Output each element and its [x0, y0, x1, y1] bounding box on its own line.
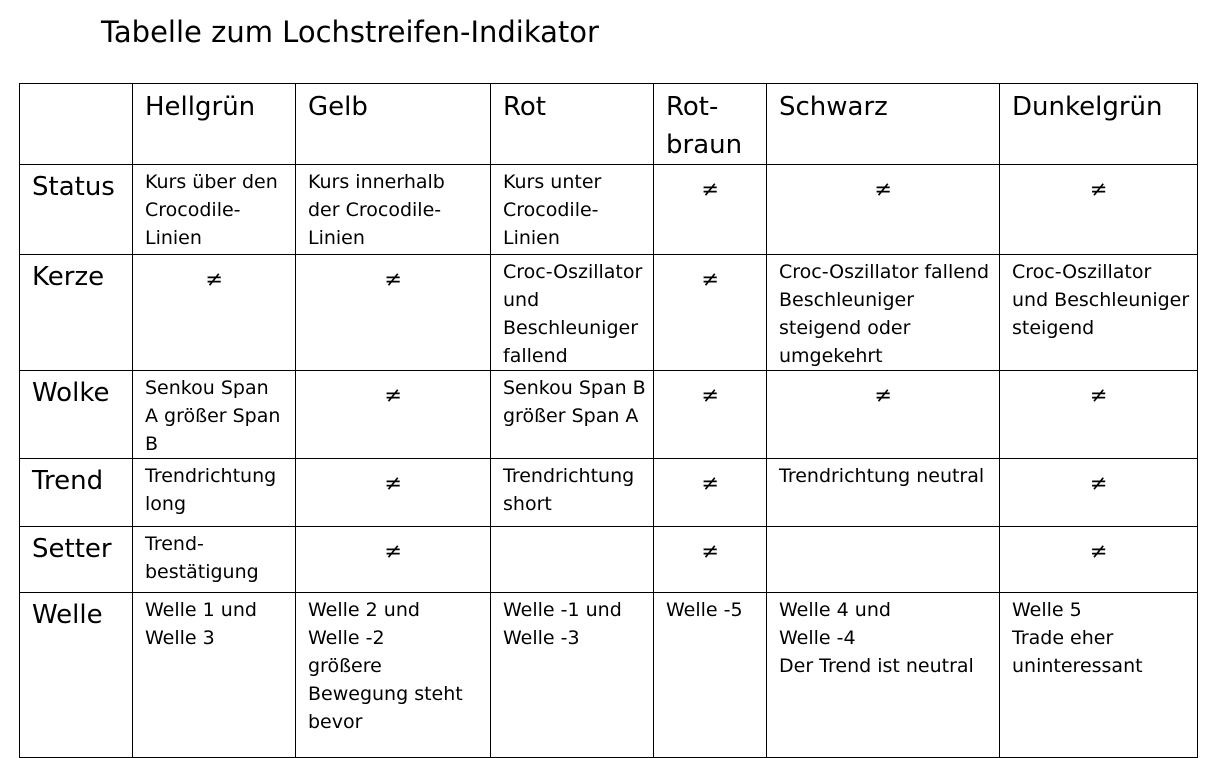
- not-equal-cell: ≠: [654, 165, 767, 255]
- cell-text-line: Senkou Span: [145, 377, 269, 399]
- table-row: [20, 371, 1198, 459]
- row-label: Status: [20, 165, 133, 255]
- text-cell: [491, 165, 654, 255]
- cell-text-line: Linien: [308, 227, 365, 249]
- cell-text-line: long: [145, 493, 187, 515]
- row-label: Welle: [20, 593, 133, 758]
- cell-text-line: Welle -1 und: [503, 599, 622, 621]
- cell-text-line: bevor: [308, 711, 363, 733]
- table-row: [20, 255, 1198, 371]
- cell-text-line: Croc-Oszillator: [1012, 261, 1152, 283]
- not-equal-cell: ≠: [296, 255, 491, 371]
- text-cell: [491, 459, 654, 527]
- not-equal-cell: ≠: [1000, 371, 1198, 459]
- header-gelb: Gelb: [296, 84, 491, 165]
- cell-text-line: Linien: [145, 227, 202, 249]
- cell-text-line: Trade eher: [1012, 627, 1114, 649]
- text-cell: [296, 165, 491, 255]
- text-cell: [296, 593, 491, 758]
- empty-cell: [767, 527, 1000, 593]
- header-rotbraun-line: Rot-: [666, 92, 719, 122]
- not-equal-cell: ≠: [1000, 165, 1198, 255]
- not-equal-cell: ≠: [1000, 527, 1198, 593]
- cell-text-line: größer Span A: [503, 405, 639, 427]
- page-title: Tabelle zum Lochstreifen-Indikator: [101, 15, 599, 49]
- cell-text-line: Trend-: [145, 533, 204, 555]
- cell-text-line: B: [145, 433, 159, 455]
- cell-text-line: Welle -2: [308, 627, 385, 649]
- not-equal-cell: ≠: [296, 371, 491, 459]
- cell-text-line: und Beschleuniger: [1012, 289, 1190, 311]
- cell-text-line: Beschleuniger: [503, 317, 639, 339]
- table-row: [20, 459, 1198, 527]
- header-row: [20, 84, 1198, 165]
- cell-text-line: fallend: [503, 345, 568, 367]
- cell-text-line: Trendrichtung: [503, 465, 635, 487]
- text-cell: [654, 593, 767, 758]
- cell-text-line: Welle 1 und: [145, 599, 257, 621]
- text-cell: [133, 593, 296, 758]
- cell-text-line: Bewegung steht: [308, 683, 463, 705]
- cell-text-line: A größer Span: [145, 405, 281, 427]
- not-equal-cell: ≠: [654, 371, 767, 459]
- cell-text-line: Trendrichtung: [145, 465, 277, 487]
- not-equal-cell: ≠: [1000, 459, 1198, 527]
- cell-text-line: Kurs innerhalb: [308, 171, 445, 193]
- text-cell: [491, 371, 654, 459]
- text-cell: [133, 527, 296, 593]
- header-schwarz: Schwarz: [767, 84, 1000, 165]
- cell-text-line: Kurs über den: [145, 171, 278, 193]
- cell-text-line: bestätigung: [145, 561, 259, 583]
- cell-text-line: Welle -4: [779, 627, 856, 649]
- not-equal-cell: ≠: [296, 527, 491, 593]
- cell-text-line: Beschleuniger: [779, 289, 915, 311]
- cell-text-line: Welle 5: [1012, 599, 1082, 621]
- cell-text-line: Senkou Span B: [503, 377, 646, 399]
- cell-text-line: short: [503, 493, 552, 515]
- text-cell: [133, 459, 296, 527]
- table-row: [20, 527, 1198, 593]
- cell-text-line: und: [503, 289, 540, 311]
- row-label: Wolke: [20, 371, 133, 459]
- cell-text-line: Linien: [503, 227, 560, 249]
- cell-text-line: Welle -3: [503, 627, 580, 649]
- header-rot: Rot: [491, 84, 654, 165]
- indicator-table: [19, 83, 1198, 758]
- cell-text-line: steigend: [1012, 317, 1095, 339]
- cell-text-line: Welle 4 und: [779, 599, 891, 621]
- empty-cell: [491, 527, 654, 593]
- text-cell: [133, 165, 296, 255]
- not-equal-cell: ≠: [767, 165, 1000, 255]
- cell-text-line: umgekehrt: [779, 345, 883, 367]
- cell-text-line: der Crocodile-: [308, 199, 442, 221]
- cell-text-line: Croc-Oszillator: [503, 261, 643, 283]
- cell-text-line: Trendrichtung neutral: [779, 465, 985, 487]
- table-row: [20, 593, 1198, 758]
- text-cell: [491, 255, 654, 371]
- text-cell: [767, 459, 1000, 527]
- text-cell: [491, 593, 654, 758]
- cell-text-line: Welle 2 und: [308, 599, 420, 621]
- text-cell: [133, 371, 296, 459]
- header-rotbraun-line: braun: [666, 130, 743, 160]
- not-equal-cell: ≠: [296, 459, 491, 527]
- cell-text-line: uninteressant: [1012, 655, 1143, 677]
- cell-text-line: Crocodile-: [503, 199, 599, 221]
- not-equal-cell: ≠: [654, 459, 767, 527]
- cell-text-line: Welle 3: [145, 627, 215, 649]
- cell-text-line: steigend oder: [779, 317, 911, 339]
- not-equal-cell: ≠: [133, 255, 296, 371]
- header-rotbraun: [654, 84, 767, 165]
- text-cell: [767, 593, 1000, 758]
- table-row: [20, 165, 1198, 255]
- text-cell: [1000, 255, 1198, 371]
- header-corner-cell: [20, 84, 133, 165]
- cell-text-line: Welle -5: [666, 599, 743, 621]
- not-equal-cell: ≠: [767, 371, 1000, 459]
- text-cell: [1000, 593, 1198, 758]
- cell-text-line: Croc-Oszillator fallend: [779, 261, 990, 283]
- not-equal-cell: ≠: [654, 255, 767, 371]
- row-label: Trend: [20, 459, 133, 527]
- header-dunkelgruen: Dunkelgrün: [1000, 84, 1198, 165]
- cell-text-line: Der Trend ist neutral: [779, 655, 974, 677]
- text-cell: [767, 255, 1000, 371]
- cell-text-line: Kurs unter: [503, 171, 602, 193]
- not-equal-cell: ≠: [654, 527, 767, 593]
- cell-text-line: größere: [308, 655, 382, 677]
- row-label: Kerze: [20, 255, 133, 371]
- header-hellgruen: Hellgrün: [133, 84, 296, 165]
- row-label: Setter: [20, 527, 133, 593]
- cell-text-line: Crocodile-: [145, 199, 241, 221]
